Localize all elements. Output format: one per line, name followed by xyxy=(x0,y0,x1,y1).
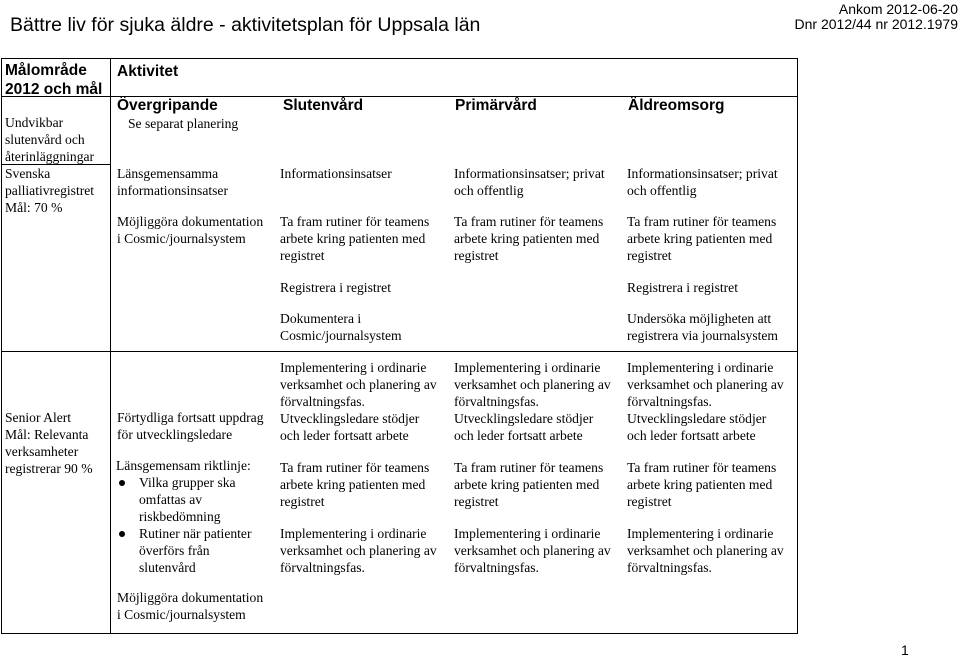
page-number: 1 xyxy=(901,642,909,658)
slutenvard-senior-alert: Implementering i ordinarie verksamhet och planering av förvaltningsfas. Utvecklingsledare stödjer och leder fortsatt arbete Ta fram rutiner för teamens arbete kring patienten med registret Implementering i ordinarie verksamhet och planering av förvaltningsfas. xyxy=(280,360,437,575)
slutenvard-registrera: Registrera i registret xyxy=(280,280,391,295)
document-title: Bättre liv för sjuka äldre - aktivitetsplan för Uppsala län xyxy=(10,14,481,36)
list-item: Vilka grupper ska omfattas av riskbedömning xyxy=(117,474,251,525)
received-date: Ankom 2012-06-20 xyxy=(838,1,958,17)
header-overgripande: Övergripande xyxy=(117,97,218,114)
activity-plan-table xyxy=(1,58,798,634)
slutenvard-dokumentera: Dokumentera i Cosmic/journalsystem xyxy=(280,311,402,343)
header-slutenvard: Slutenvård xyxy=(283,97,364,114)
row-rule xyxy=(1,351,798,352)
document-stamp xyxy=(795,2,958,32)
primarvard-info: Informationsinsatser; privat och offentlig xyxy=(454,166,605,198)
table-border-top xyxy=(1,58,798,59)
overgripande-fortydliga: Förtydliga fortsatt uppdrag för utvecklingsledare xyxy=(117,410,264,442)
header-aldreomsorg: Äldreomsorg xyxy=(628,97,725,114)
aldreomsorg-registrera: Registrera i registret xyxy=(627,280,738,295)
aldreomsorg-info: Informationsinsatser; privat och offentlig xyxy=(627,166,778,198)
aldreomsorg-undersoka: Undersöka möjligheten att registrera via journalsystem xyxy=(627,311,778,343)
overgripande-dokumentation: Möjliggöra dokumentation i Cosmic/journalsystem xyxy=(117,214,264,246)
goal-senior-alert: Senior Alert Mål: Relevanta verksamheter registrerar 90 % xyxy=(5,410,93,476)
header-malomrade: Målområde 2012 och mål xyxy=(5,62,103,98)
overgripande-info: Länsgemensamma informationsinsatser xyxy=(117,166,228,198)
column-rule xyxy=(110,58,111,634)
table-border-left xyxy=(1,58,2,634)
diary-number: Dnr 2012/44 nr 2012.1979 xyxy=(794,16,958,32)
activity-separate-plan: Se separat planering xyxy=(128,116,239,131)
riktlinje-list xyxy=(117,474,251,576)
bullet-icon xyxy=(119,531,125,537)
slutenvard-info: Informationsinsatser xyxy=(280,166,392,181)
bullet-icon xyxy=(119,480,125,486)
table-border-bottom xyxy=(1,633,798,634)
goal-palliativregistret: Svenska palliativregistret Mål: 70 % xyxy=(5,166,95,215)
list-item: Rutiner när patienter överförs från slutenvård xyxy=(117,525,251,576)
header-primarvard: Primärvård xyxy=(455,97,537,114)
aldreomsorg-senior-alert: Implementering i ordinarie verksamhet och planering av förvaltningsfas. Utvecklingsledare stödjer och leder fortsatt arbete Ta fram rutiner för teamens arbete kring patienten med registret Implementering i ordinarie verksamhet och planering av förvaltningsfas. xyxy=(627,360,784,575)
table-border-right xyxy=(797,58,798,634)
overgripande-dokumentation-2: Möjliggöra dokumentation i Cosmic/journalsystem xyxy=(117,590,264,622)
slutenvard-rutiner: Ta fram rutiner för teamens arbete kring patienten med registret xyxy=(280,214,430,263)
header-aktivitet: Aktivitet xyxy=(117,63,179,80)
overgripande-riktlinje: Länsgemensam riktlinje: xyxy=(116,458,251,473)
goal-undvikbar: Undvikbar slutenvård och återinläggningar xyxy=(5,115,95,164)
aldreomsorg-rutiner: Ta fram rutiner för teamens arbete kring patienten med registret xyxy=(627,214,777,263)
primarvard-rutiner: Ta fram rutiner för teamens arbete kring patienten med registret xyxy=(454,214,604,263)
primarvard-senior-alert: Implementering i ordinarie verksamhet och planering av förvaltningsfas. Utvecklingsledare stödjer och leder fortsatt arbete Ta fram rutiner för teamens arbete kring patienten med registret Implementering i ordinarie verksamhet och planering av förvaltningsfas. xyxy=(454,360,611,575)
